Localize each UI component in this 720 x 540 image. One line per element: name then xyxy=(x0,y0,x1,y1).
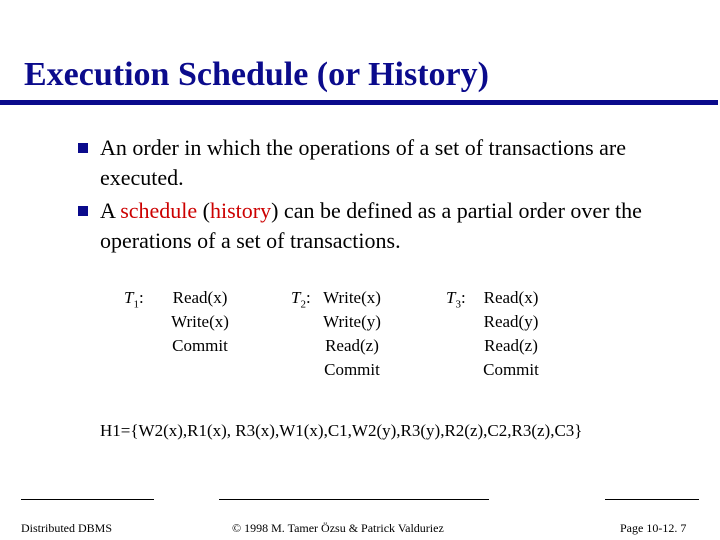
operation: Read(x) xyxy=(483,288,539,307)
square-bullet-icon xyxy=(78,206,88,216)
operation: Write(x) xyxy=(171,312,229,331)
term-schedule: schedule xyxy=(120,198,198,223)
slide-title: Execution Schedule (or History) xyxy=(24,56,489,93)
transaction-label: $T_3$: xyxy=(446,288,466,311)
history-expression xyxy=(100,421,582,441)
operation: Read(z) xyxy=(484,336,538,355)
bullet-text-2 xyxy=(100,196,678,256)
transaction-ops xyxy=(317,286,387,382)
footer-copyright: © 1998 M. Tamer Özsu & Patrick Valduriez xyxy=(232,521,444,535)
transaction-ops xyxy=(160,286,240,358)
term-history: history xyxy=(209,198,272,223)
operation: Commit xyxy=(483,360,539,379)
footer-page-number: Page 10-12. 7 xyxy=(620,521,687,535)
operation: Read(x) xyxy=(172,288,228,307)
bullet-item-2 xyxy=(78,196,678,256)
square-bullet-icon xyxy=(78,143,88,153)
operation: Read(y) xyxy=(483,312,539,331)
bullet-text-1: An order in which the operations of a set of transactions are executed. xyxy=(100,135,626,190)
footer-rule-right xyxy=(605,499,699,500)
transaction-ops xyxy=(476,286,546,382)
bullet-item-1 xyxy=(78,133,678,193)
transaction-label: $T_1$: xyxy=(124,288,144,311)
footer-course-name: Distributed DBMS xyxy=(21,521,113,535)
footer-rule-center xyxy=(219,499,489,500)
operation: Read(z) xyxy=(325,336,379,355)
transaction-label: $T_2$: xyxy=(291,288,311,311)
bullet-2-middle: ( xyxy=(197,198,210,223)
operation: Write(y) xyxy=(323,312,381,331)
bullet-2-after: ) can be defined as a partial order over the operations of a set of transactions. xyxy=(100,198,642,253)
operation: Write(x) xyxy=(323,288,381,307)
footer-rule-left xyxy=(21,499,154,500)
history-text: H1={W2(x),R1(x), R3(x),W1(x),C1,W2(y),R3(y),R2(z),C2,R3(z),C3} xyxy=(100,421,583,440)
title-underline xyxy=(0,100,718,105)
operation: Commit xyxy=(172,336,228,355)
operation: Commit xyxy=(324,360,380,379)
bullet-2-before: A xyxy=(100,198,121,223)
